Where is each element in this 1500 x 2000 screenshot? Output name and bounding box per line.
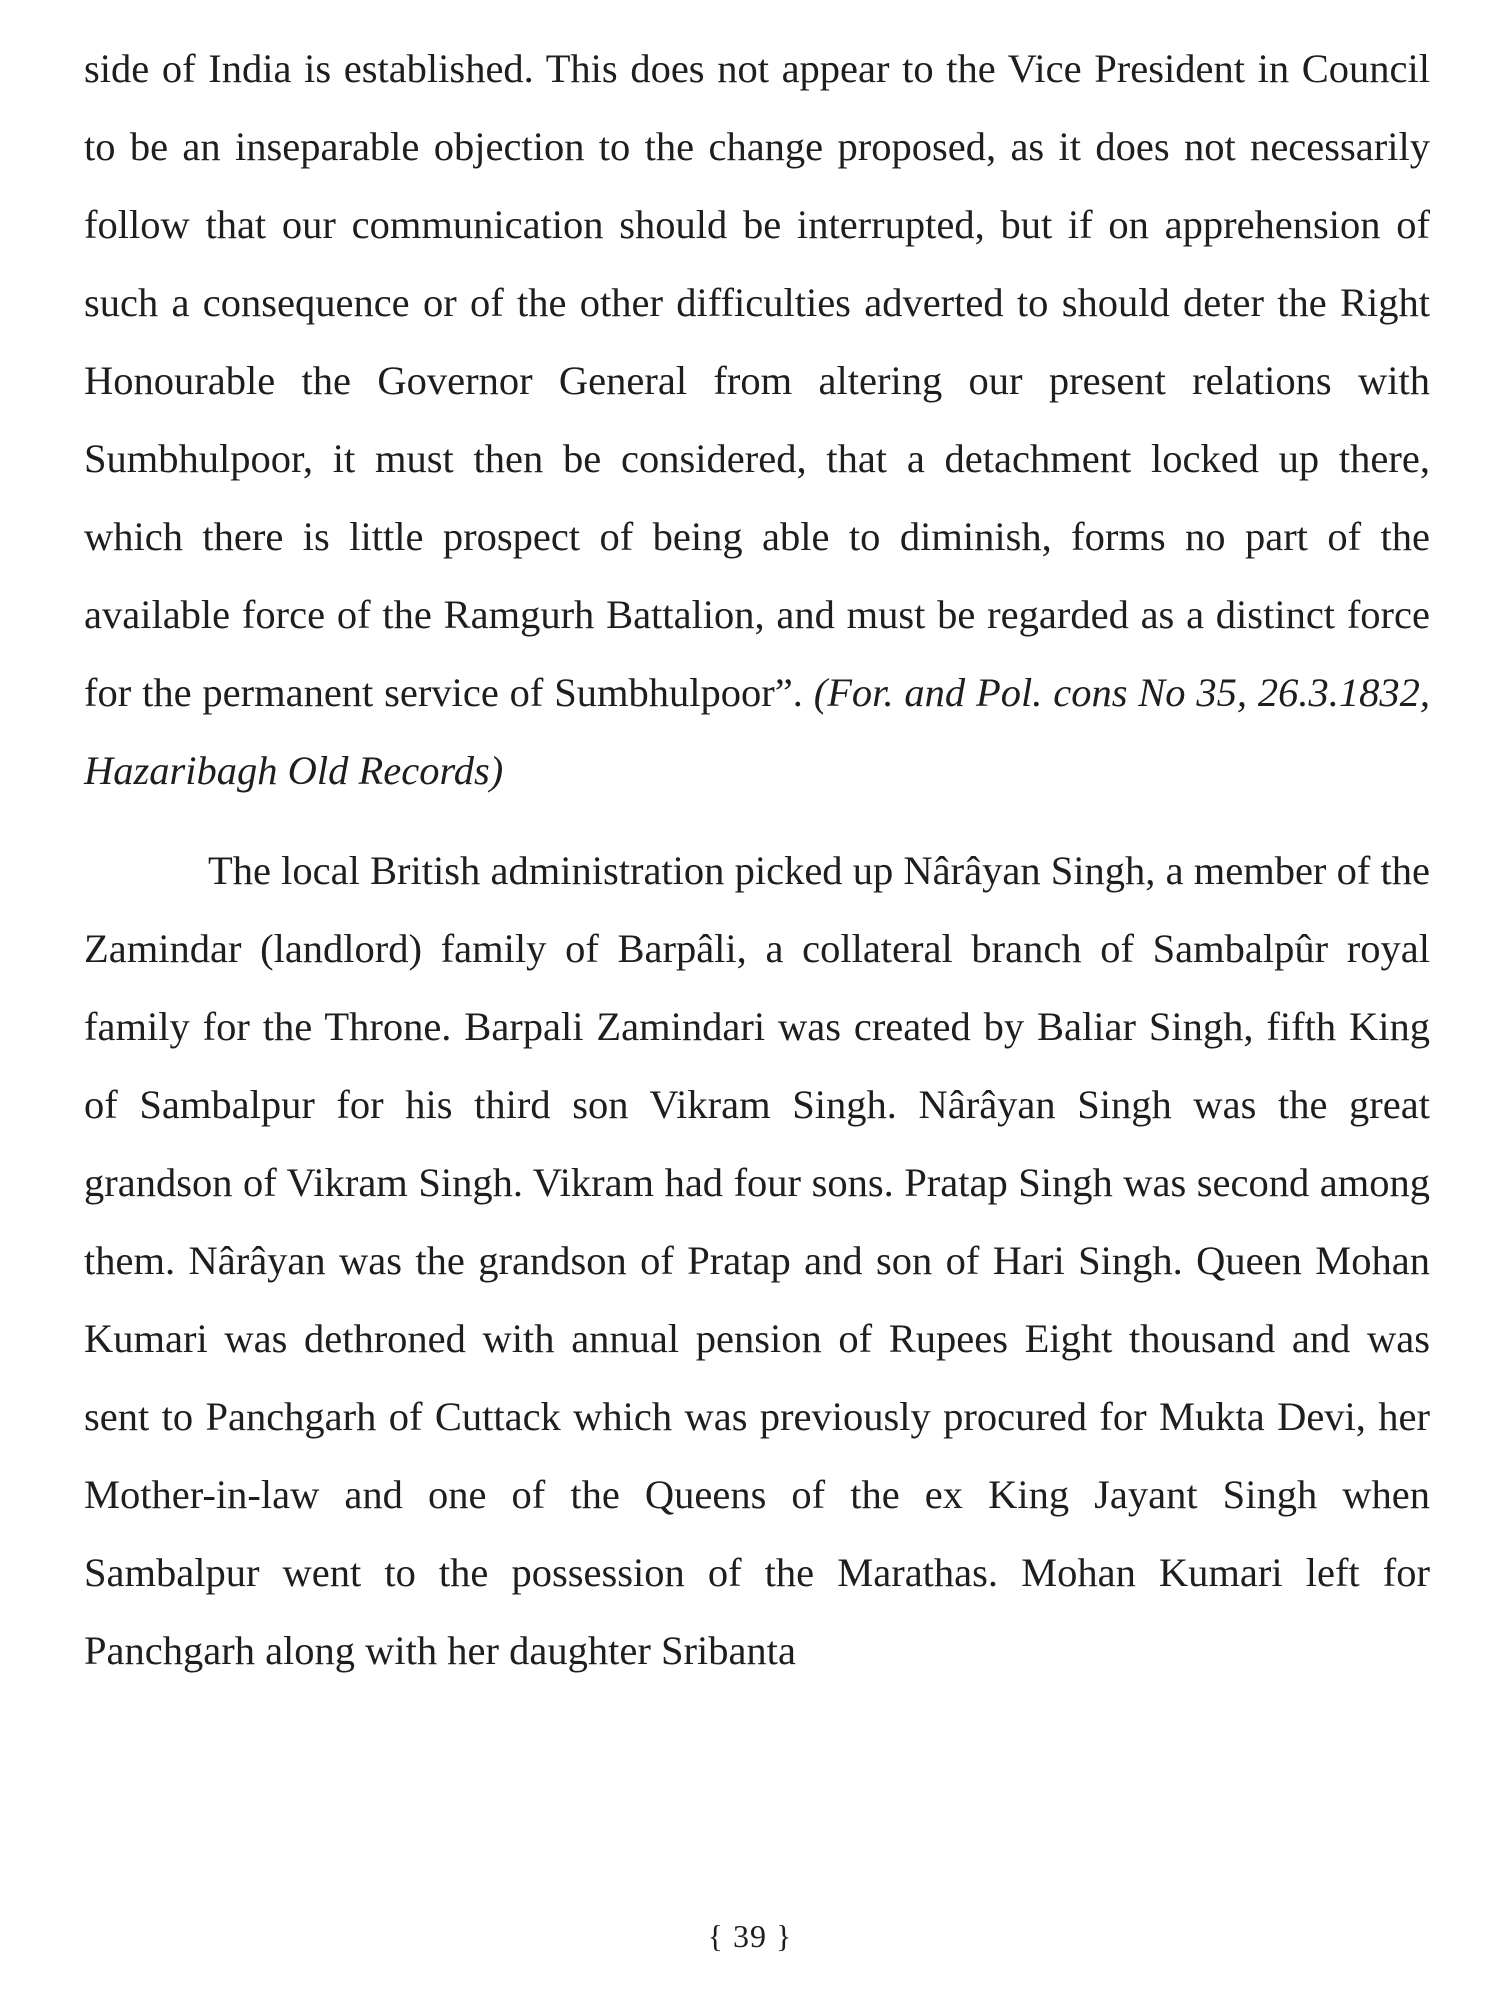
citation-reference: (For. and Pol. cons No 35, 26.3.1832, Hazaribagh Old Records) <box>84 670 1430 793</box>
paragraph-narayan-singh <box>84 832 1430 1690</box>
page-number: { 39 } <box>707 1918 793 1954</box>
document-page <box>84 30 1430 1690</box>
paragraph-continuation <box>84 30 1430 810</box>
paragraph-2-body: The local British administration picked up Nârâyan Singh, a member of the Zamindar (landlord) family of Barpâli, a collateral branch of Sambalpûr royal family for the Throne. Barpali Zamindari was created by Baliar Singh, fifth King of Sambalpur for his third son Vikram Singh. Nârâyan Singh was the great grandson of Vikram Singh. Vikram had four sons. Pratap Singh was second among them. Nârâyan was the grandson of Pratap and son of Hari Singh. Queen Mohan Kumari was dethroned with annual pension of Rupees Eight thousand and was sent to Panchgarh of Cuttack which was previously procured for Mukta Devi, her Mother-in-law and one of the Queens of the ex King Jayant Singh when Sambalpur went to the possession of the Marathas. Mohan Kumari left for Panchgarh along with her daughter Sribanta <box>84 848 1430 1673</box>
paragraph-1-body: side of India is established. This does not appear to the Vice President in Council to be an inseparable objection to the change proposed, as it does not necessarily follow that our communication should be interrupted, but if on apprehension of such a consequence or of the other difficulties adverted to should deter the Right Honourable the Governor General from altering our present relations with Sumbhulpoor, it must then be considered, that a detachment locked up there, which there is little prospect of being able to diminish, forms no part of the available force of the Ramgurh Battalion, and must be regarded as a distinct force for the permanent service of Sumbhulpoor”. <box>84 46 1430 715</box>
